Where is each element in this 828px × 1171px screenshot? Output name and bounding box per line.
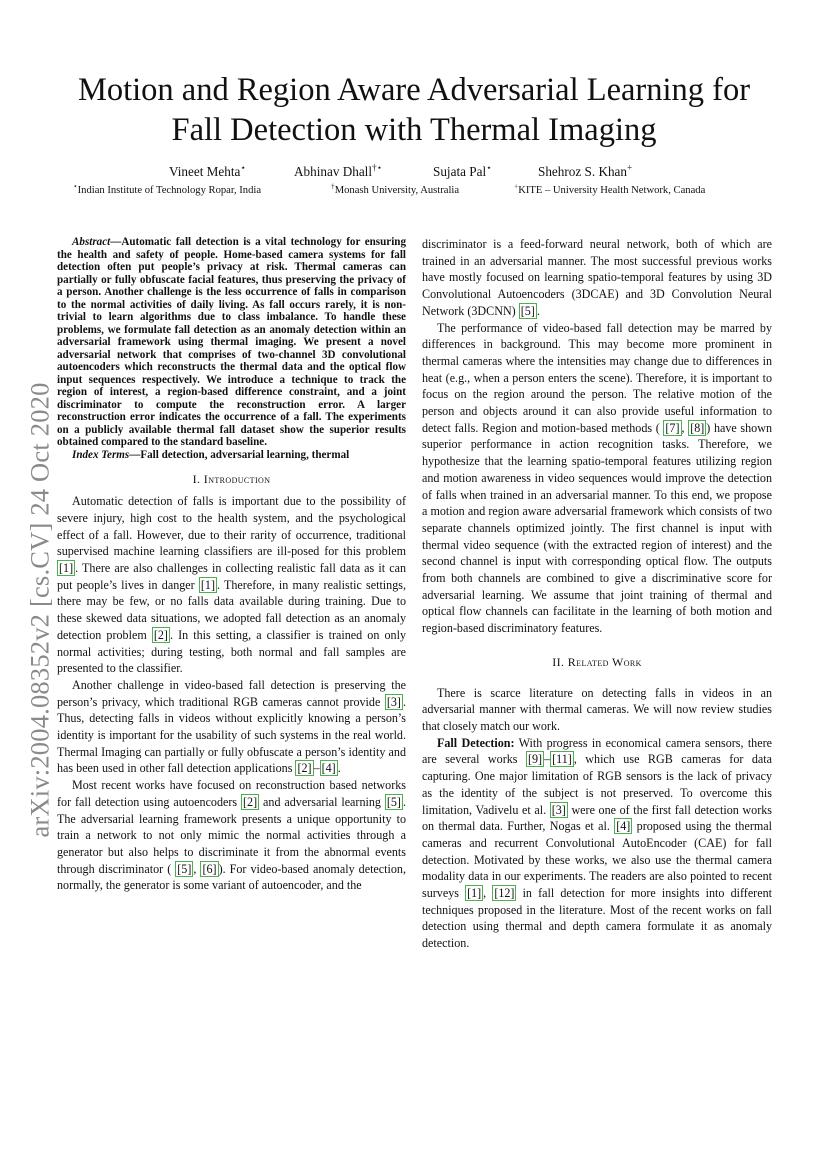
citation-link[interactable]: [7]: [665, 420, 680, 435]
citation-link[interactable]: [11]: [552, 752, 572, 767]
affiliation: +KITE – University Health Network, Canada: [514, 181, 706, 196]
citation-link[interactable]: [12]: [494, 886, 515, 901]
citation-link[interactable]: [1]: [467, 886, 482, 901]
section-heading-introduction: I. Introduction: [192, 471, 271, 486]
citation-link[interactable]: [5]: [177, 861, 192, 876]
paragraph: The performance of video-based fall detection may be marred by differences in background. This may become more prominent in thermal cameras where the intensities may change due to differences in heat (e.g., when a person enters the scene). Therefore, it is important to focus on the region around the person. The relative motion of the person and objects around it can also provide useful information to detect falls. Region and motion-based methods ( [7] , [8] ) have shown superior performance in action recognition tasks. Therefore, we hypothesize that the learning spatio-temporal features utilizing region and motion awareness in video sequences would improve the detection of falls when trained in an adversarial manner. To this end, we propose a motion and region aware adversarial framework which consists of two separate channels optimized jointly. The first channel is input with thermal video sequence (with the extracted region of interest) and the second channel is input with corresponding optical flow. The outputs from both channels are combined to give a discriminative score for adversarial learning. We assume that joint training of thermal and optical flow channels can facilitate in the learning of both motion and region-based discriminatory features.: [422, 320, 773, 636]
paragraph: Another challenge in video-based fall detection is preserving the person’s privacy, which traditional RGB cameras cannot provide [3] . Thus, detecting falls in videos without explicitly knowing a person’s identity is important for the usability of such systems in the real world. Thermal Imaging can partially or fully obfuscate a person’s identity and has been used in other fall detection applications [2] – [4] .: [57, 677, 406, 776]
citation-link[interactable]: [1]: [59, 561, 74, 576]
paragraph: There is scarce literature on detecting falls in videos in an adversarial manner with thermal cameras. We will now review studies that closely match our work.: [422, 685, 772, 733]
title-line-1: Motion and Region Aware Adversarial Learning for: [77, 72, 751, 108]
abstract-label: Abstract: [72, 236, 111, 248]
author: Shehroz S. Khan+: [538, 162, 633, 179]
index-terms: [57, 449, 406, 462]
citation-link[interactable]: [3]: [386, 694, 401, 709]
paragraph: Automatic detection of falls is important due to the possibility of severe injury, high cost to the health system, and the psychological effect of a fall. However, due to their rarity of occurrence, traditional supervised machine learning classifiers are ill-posed for this problem [1] . There are also challenges in collecting realistic fall data as it can put people’s lives in danger [1] . Therefore, in many realistic settings, there may be few, or no falls data available during training. Due to these skewed data situations, we adopted fall detection as an anomaly detection problem [2] . In this setting, a classifier is trained on only normal activities; during testing, both normal and fall samples are presented to the classifier.: [57, 494, 406, 676]
affiliation: †Monash University, Australia: [331, 181, 460, 196]
citation-link[interactable]: [1]: [200, 577, 215, 592]
index-terms-label: Index Terms: [72, 448, 130, 461]
citation-link[interactable]: [2]: [153, 627, 168, 642]
citation-link[interactable]: [8]: [690, 420, 705, 435]
citation-link[interactable]: [2]: [243, 794, 258, 809]
citation-link[interactable]: [9]: [527, 752, 543, 767]
left-column: [57, 236, 406, 894]
title-line-2: Fall Detection with Thermal Imaging: [171, 112, 657, 148]
section-heading-related-work: II. Related Work: [552, 654, 642, 669]
citation-link[interactable]: [6]: [202, 861, 217, 876]
right-column: [422, 236, 772, 952]
citation-link[interactable]: [4]: [616, 819, 631, 834]
paragraph: Most recent works have focused on reconstruction based networks for fall detection using autoencoders [2] and adversarial learning [5] . The adversarial learning framework presents a unique opportunity to train a network to not only mimic the normal activities through a generator but also helps to discriminate it from the abnormal events through discriminator ( [5] , [6] ). For video-based anomaly detection, normally, the generator is some variant of autoencoder, and the: [57, 778, 406, 893]
abstract: [57, 236, 406, 449]
citation-link[interactable]: [5]: [386, 794, 401, 809]
citation-link[interactable]: [2]: [297, 761, 312, 776]
index-terms-text: —Fall detection, adversarial learning, thermal: [129, 448, 350, 461]
paper-title: [40, 70, 788, 150]
arxiv-stamp-text: arXiv:2004.08352v2 [cs.CV] 24 Oct 2020: [24, 382, 55, 838]
author: Vineet Mehta⋆: [169, 162, 247, 179]
affiliation: ⋆Indian Institute of Technology Ropar, India: [73, 181, 262, 196]
paragraph: Fall Detection: With progress in economical camera sensors, there are several works [9] – [11] , which use RGB cameras for data capturing. One major limitation of RGB sensors is the lack of privacy as the identity of the subject is not preserved. To overcome this limitation, Vadivelu et al. [3] were one of the first fall detection works on thermal data. Further, Nogas et al. [4] proposed using the thermal cameras and recurrent Convolutional AutoEncoder (CAE) for fall detection. Motivated by these works, we also use the thermal camera modality data in our experiments. The readers are also pointed to recent surveys [1] , [12] in fall detection for more insights into different techniques proposed in the literature. Most of the recent works on fall detection using thermal and depth camera formulate it as anomaly detection.: [422, 735, 772, 951]
citation-link[interactable]: [3]: [551, 802, 566, 817]
paragraph: discriminator is a feed-forward neural network, both of which are trained in an adversarial manner. The most successful previous works have mostly focused on learning spatio-temporal features by using 3D Convolutional Autoencoders (3DCAE) and 3D Convolution Neural Network (3DCNN) [5] .: [422, 237, 772, 318]
author: Sujata Pal⋆: [433, 162, 492, 179]
author: Abhinav Dhall†⋆: [294, 162, 383, 179]
citation-link[interactable]: [4]: [321, 761, 336, 776]
arxiv-stamp: [20, 365, 60, 855]
abstract-text: —Automatic fall detection is a vital technology for ensuring the health and safety of people. Home-based camera systems for fall detection often put people’s privacy at risk. Thermal cameras can partially or fully obfuscate facial features, thus preserving the privacy of a person. Another challenge is the less occurrence of falls in comparison to the normal activities of daily living. As fall occurs rarely, it is non-trivial to learn algorithms due to class imbalance. To handle these problems, we formulate fall detection as an anomaly detection within an adversarial framework using thermal imaging. We present a novel adversarial network that comprises of two-channel 3D convolutional autoencoders which reconstructs the thermal data and the optical flow input sequences respectively. We introduce a technique to track the region of interest, a region-based difference constraint, and a joint discriminator to compute the reconstruction error. A larger reconstruction error indicates the occurrence of a fall. The experiments on a publicly available thermal fall dataset show the superior results obtained compared to the standard baseline.: [57, 236, 406, 448]
citation-link[interactable]: [5]: [520, 303, 535, 318]
paragraph-label: Fall Detection:: [437, 735, 515, 750]
